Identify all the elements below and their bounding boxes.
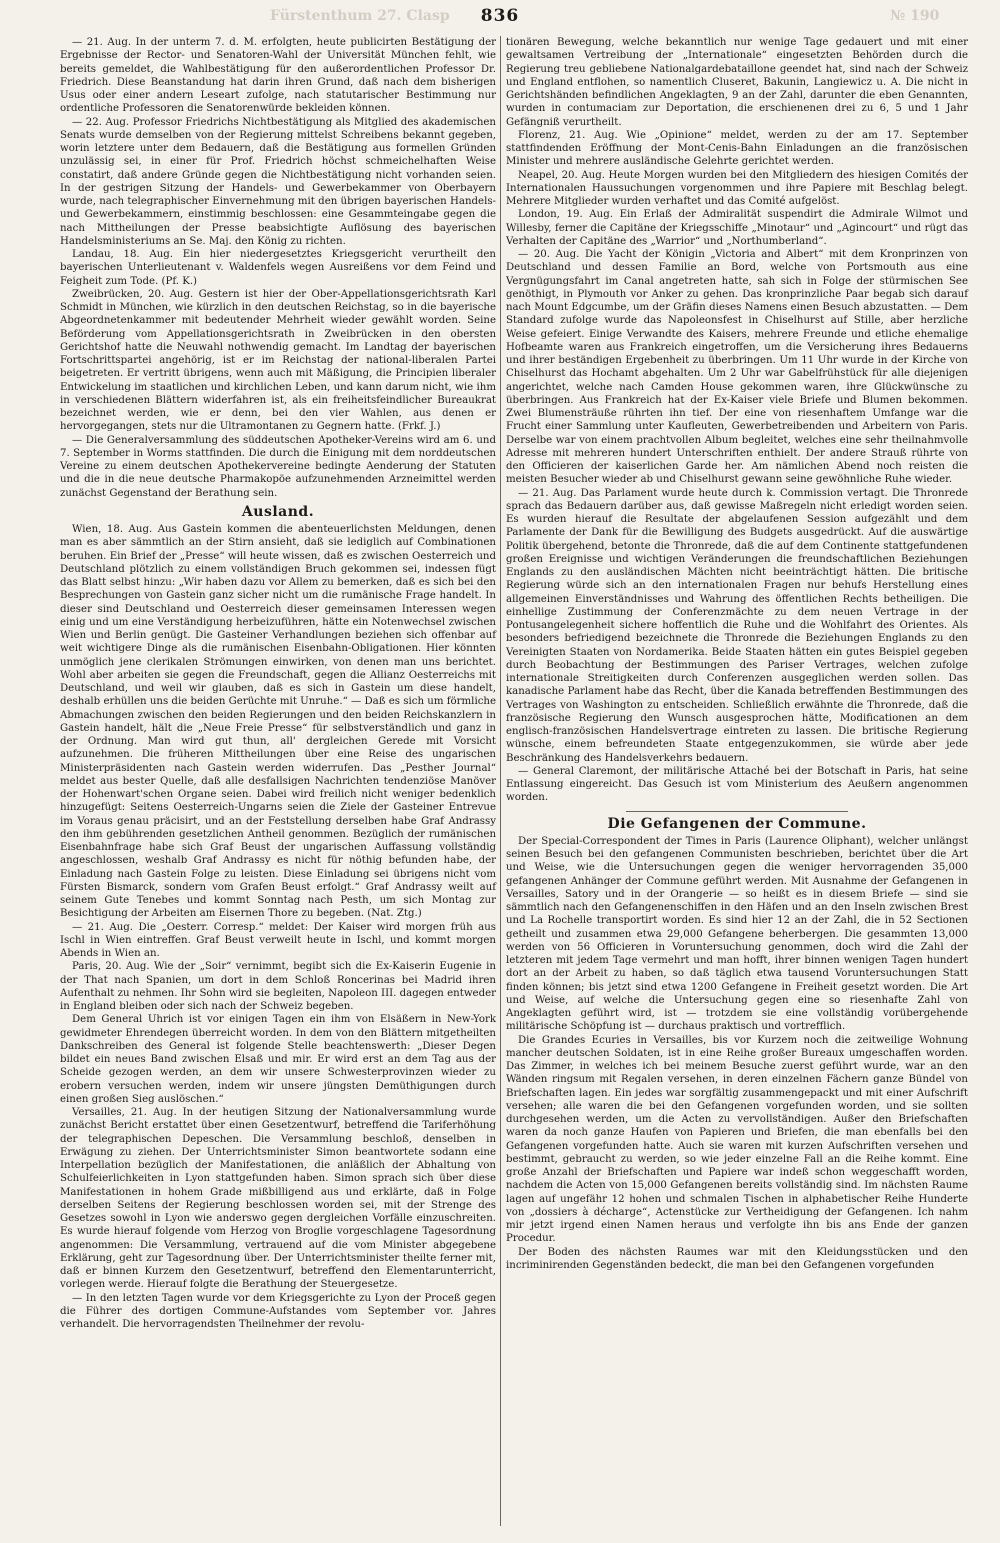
article-paragraph: Zweibrücken, 20. Aug. Gestern ist hier der Ober-Appellationsgerichtsrath Karl Schmidt in München, wie kürzlich in den deutschen Reichstag, so in die bayerische Abgeordnetenkammer mit bedeutender Mehrheit wieder gewählt worden. Seine Beförderung vom Appellationsgerichtsrath in Zweibrücken in den obersten Gerichtshof hatte die Neuwahl nothwendig gemacht. Im Landtag der bayerischen Fortschrittspartei angehörig, ist er im Reichstag der national-liberalen Partei beigetreten. Er vertritt übrigens, wenn auch mit Mäßigung, die Principien liberaler Entwickelung im staatlichen und kirchlichen Leben, und kann darum nicht, wie ihm in verschiedenen Blättern widerfahren ist, als ein freiheitsfeindlicher Bureaukrat bezeichnet werden, wie er denn, bei den vier Wahlen, aus denen er hervorgegangen, stets nur die Ultramontanen zu Gegnern hatte. (Frkf. J.) xyxy=(60,288,496,433)
right-column xyxy=(506,36,968,1272)
section-heading-ausland: Ausland. xyxy=(241,503,315,520)
article-paragraph: — 20. Aug. Die Yacht der Königin „Victoria and Albert“ mit dem Kronprinzen von Deutschland und dessen Familie an Bord, welche von Portsmouth aus eine Vergnügungsfahrt im Canal angetreten hatte, sah sich in Folge der stürmischen See genöthigt, in Plymouth vor Anker zu gehen. Das kronprinzliche Paar begab sich darauf nach Mount Edgcumbe, um der Gräfin dieses Namens einen Besuch abzustatten. — Dem Standard zufolge wurde das Napoleonsfest in Chiselhurst auf Stille, aber herzliche Weise gefeiert. Einige Verwandte des Kaisers, mehrere Freunde und etliche ehemalige Hofbeamte waren aus Frankreich eingetroffen, um die Versicherung ihres Bedauerns und ihrer beständigen Ergebenheit zu überbringen. Um 11 Uhr wurde in der Kirche von Chiselhurst das Hochamt abgehalten. Um 2 Uhr war Gabelfrühstück für alle diejenigen angerichtet, welche nach Camden House gekommen waren, ihre Glückwünsche zu überbringen. Aus Frankreich hat der Ex-Kaiser viele Briefe und Blumen bekommen. Zwei Blumensträuße rührten ihn tief. Der eine von riesenhaftem Umfange war die Frucht einer Sammlung unter Kaufleuten, Gewerbetreibenden und Arbeitern von Paris. Derselbe war von einem prachtvollen Album begleitet, welches eine sehr theilnahmvolle Adresse mit mehreren hundert Unterschriften enthielt. Der andere Strauß rührte von den Officieren der kaiserlichen Garde her. Am nämlichen Abend noch reisten die meisten Besucher wieder ab und Chiselhurst gewann seine gewöhnliche Ruhe wieder. xyxy=(506,249,968,486)
article-paragraph: — Die Generalversammlung des süddeutschen Apotheker-Vereins wird am 6. und 7. September in Worms stattfinden. Die durch die Einigung mit dem norddeutschen Vereine zu einem deutschen Apothekervereine bedingte Aenderung der Statuten und die in die neue deutsche Pharmakopöe aufzunehmenden Arzneimittel werden zunächst Gegenstand der Berathung sein. xyxy=(60,434,496,499)
article-paragraph: Die Grandes Ecuries in Versailles, bis vor Kurzem noch die zeitweilige Wohnung mancher deutschen Soldaten, ist in eine Reihe großer Bureaux umgeschaffen worden. Das Zimmer, in welches ich bei meinem Besuche zuerst geführt wurde, war an den Wänden ringsum mit Regalen versehen, in deren einzelnen Fächern ganze Bündel von Briefschaften lagen. Ein jedes war sorgfältig zusammengepackt und mit einer Aufschrift versehen; alle waren die bei den Gefangenen vorgefunden worden, und sie sollten durchgesehen werden, um die Acten zu vervollständigen. Außer den Briefschaften waren da noch ganze Haufen von Papieren und Briefen, die man ebenfalls bei den Gefangenen vorgefunden hatte. Auch sie waren mit kurzen Aufschriften versehen und bestimmt, gebraucht zu werden, so wie jeder einzelne Fall an die Reihe kommt. Eine große Anzahl der Briefschaften und Papiere war indeß schon weggeschafft worden, nachdem die Acten von 15,000 Gefangenen bereits vollständig sind. Im nächsten Raume lagen auf ungefähr 12 hohen und schmalen Tischen in alphabetischer Reihe Hunderte von „dossiers à décharge“, Actenstücke zur Vertheidigung der Gefangenen. Ich nahm mir jetzt irgend einen Namen heraus und verfolgte ihn bis ans Ende der ganzen Procedur. xyxy=(506,1034,968,1245)
page-number: 836 xyxy=(480,6,520,26)
article-paragraph: Landau, 18. Aug. Ein hier niedergesetztes Kriegsgericht verurtheilt den bayerischen Unterlieutenant v. Waldenfels wegen Ausreißens vor dem Feind und Feigheit zum Tode. (Pf. K.) xyxy=(60,249,496,287)
article-paragraph: Neapel, 20. Aug. Heute Morgen wurden bei den Mitgliedern des hiesigen Comités der Internationalen Haussuchungen vorgenommen und ihre Papiere mit Beschlag belegt. Mehrere Mitglieder wurden verhaftet und das Comité aufgelöst. xyxy=(506,169,968,207)
column-divider xyxy=(500,36,501,1526)
article-paragraph: — 21. Aug. Das Parlament wurde heute durch k. Commission vertagt. Die Thronrede sprach das Bedauern darüber aus, daß gewisse Maßregeln nicht erledigt worden seien. Es wurden hierauf die Resultate der abgelaufenen Session aufgezählt und dem Parlamente der Dank für die Bewilligung des Budgets ausgedrückt. Auf die auswärtige Politik übergehend, betonte die Thronrede, daß die auf dem Continente stattgefundenen großen Ereignisse und wichtigen Veränderungen die freundschaftlichen Beziehungen Englands zu den ausländischen Mächten nicht beeinträchtigt hätten. Die britische Regierung würde sich an den internationalen Fragen nur behufs Herstellung eines allgemeinen Einverständnisses und Wahrung des öffentlichen Rechts betheiligen. Die einhellige Zustimmung der Conferenzmächte zu dem neuen Vertrage in der Pontusangelegenheit sichere hoffentlich die Ruhe und die Wohlfahrt des Orientes. Als besonders befriedigend bezeichnete die Thronrede die Beziehungen Englands zu den Vereinigten Staaten von Nordamerika. Beide Staaten hätten ein gutes Beispiel gegeben durch Beobachtung der Bestimmungen des Pariser Vertrages, welchen zufolge internationale Streitigkeiten durch Conferenzen ausgeglichen werden sollen. Das kanadische Parlament habe das Recht, über die Kanada betreffenden Bestimmungen des Vertrages von Washington zu entscheiden. Schließlich erwähnte die Thronrede, daß die französische Regierung den Wunsch ausgesprochen hätte, Modificationen an dem englisch-französischen Handelsvertrage eintreten zu lassen. Die britische Regierung wünsche, einem befreundeten Staate entgegenzukommen, sie würde aber jede Beschränkung des Handelsverkehrs bedauern. xyxy=(506,487,968,764)
article-separator-rule xyxy=(626,811,848,812)
article-paragraph: Wien, 18. Aug. Aus Gastein kommen die abenteuerlichsten Meldungen, denen man es aber sämmtlich an der Stirn ansieht, daß sie lediglich auf Combinationen beruhen. Ein Brief der „Presse“ will heute wissen, daß es zwischen Oesterreich und Deutschland plötzlich zu einem vollständigen Bruch gekommen sei, indessen fügt das Blatt selbst hinzu: „Wir haben dazu vor Allem zu bemerken, daß es sich bei den Besprechungen von Gastein ganz sicher nicht um die rumänische Frage handelt. In dieser sind Deutschland und Oesterreich dieser gemeinsamen Interessen wegen einig und um eine Verständigung herbeizuführen, hätte ein Notenwechsel zwischen Wien und Berlin genügt. Die Gasteiner Verhandlungen beziehen sich offenbar auf weit wichtigere Dinge als die rumänischen Eisenbahn-Obligationen. Hier könnten unmöglich jene clerikalen Strömungen einwirken, von denen man uns berichtet. Wohl aber arbeiten sie gegen die Freundschaft, gegen die Allianz Oesterreichs mit Deutschland, und weil wir glauben, daß es sich in Gastein um diese handelt, deshalb erhüllen uns die beiden Gerüchte mit Unruhe.“ — Daß es sich um förmliche Abmachungen zwischen den beiden Regierungen und den beiden Reichskanzlern in Gastein handelt, hält die „Neue Freie Presse“ für selbstverständlich und ganz in der Ordnung. Man wird gut thun, all' dergleichen Gerede mit Vorsicht aufzunehmen. Die früheren Mittheilungen über eine Reise des ungarischen Ministerpräsidenten nach Gastein werden widerrufen. Das „Pesther Journal“ meldet aus bester Quelle, daß alle desfallsigen Nachrichten tendenziöse Manöver der Hohenwart'schen Organe seien. Dabei wird freilich nicht weniger bedenklich hinzugefügt: Seitens Oesterreich-Ungarns seien die Ziele der Gasteiner Entrevue im Voraus genau präcisirt, und an der Feststellung derselben habe Graf Andrassy den ihm gebührenden gesetzlichen Antheil genommen. Bezüglich der rumänischen Eisenbahnfrage habe sich Graf Beust der ungarischen Auffassung vollständig angeschlossen, weshalb Graf Andrassy es nicht für nöthig befunden habe, der Einladung nach Gastein Folge zu leisten. Diese Einladung sei übrigens nicht vom Fürsten Bismarck, sondern vom Grafen Beust erfolgt.“ Graf Andrassy weilt auf seinem Gute Tenebes und kommt Sonntag nach Pesth, um sich Montag zur Besichtigung der Arbeiten am Eisernen Thore zu begeben. (Nat. Ztg.) xyxy=(60,524,496,920)
article-paragraph: — 21. Aug. In der unterm 7. d. M. erfolgten, heute publicirten Bestätigung der Ergebnisse der Rector- und Senatoren-Wahl der Universität München fehlt, wie bereits gemeldet, die Wahlbestätigung für den außerordentlichen Professor Dr. Friedrich. Diese Beanstandung hat darin ihren Grund, daß nach dem bisherigen Usus oder einer andern Leseart zufolge, nach statutarischer Bestimmung nur ordentliche Professoren die Senatorenwürde bekleiden können. xyxy=(60,37,496,115)
article-paragraph: Der Boden des nächsten Raumes war mit den Kleidungsstücken und den incriminirenden Gegenständen bedeckt, die man bei den Gefangenen vorgefunden xyxy=(506,1246,968,1271)
bleed-through-text-left: Fürstenthum 27. Clasp xyxy=(270,8,450,24)
article-paragraph: Paris, 20. Aug. Wie der „Soir“ vernimmt, begibt sich die Ex-Kaiserin Eugenie in der That nach Spanien, um dort in dem Schloß Roncerinas bei Madrid ihren Aufenthalt zu nehmen. Ihr Sohn wird sie begleiten, Napoleon III. dagegen entweder in England bleiben oder sich nach der Schweiz begeben. xyxy=(60,961,496,1012)
article-paragraph: Dem General Uhrich ist vor einigen Tagen ein ihm von Elsäßern in New-York gewidmeter Ehrendegen überreicht worden. In dem von den Blättern mitgetheilten Dankschreiben des General ist folgende Stelle beachtenswerth: „Dieser Degen bildet ein neues Band zwischen Elsaß und mir. Er wird erst an dem Tag aus der Scheide gezogen werden, an dem wir unsere Schwesterprovinzen wieder zu erobern versuchen werden, indem wir unsere jüngsten Demüthigungen durch einen großen Sieg auslöschen.“ xyxy=(60,1014,496,1105)
bleed-through-text-right: № 190 xyxy=(890,8,940,24)
article-paragraph: — 21. Aug. Die „Oesterr. Corresp.“ meldet: Der Kaiser wird morgen früh aus Ischl in Wien eintreffen. Graf Beust verweilt heute in Ischl, und kommt morgen Abends in Wien an. xyxy=(60,921,496,959)
section-heading-commune: Die Gefangenen der Commune. xyxy=(607,815,867,832)
article-paragraph: — In den letzten Tagen wurde vor dem Kriegsgerichte zu Lyon der Proceß gegen die Führer des dortigen Commune-Aufstandes vom September vor. Jahres verhandelt. Die hervorragendsten Theilnehmer der revolu- xyxy=(60,1292,496,1330)
article-paragraph: London, 19. Aug. Ein Erlaß der Admiralität suspendirt die Admirale Wilmot und Willesby, ferner die Capitäne der Kriegsschiffe „Minotaur“ und „Agincourt“ und rügt das Verhalten der Capitäne des „Warrior“ und „Northumberland“. xyxy=(506,209,968,247)
article-paragraph: Der Special-Correspondent der Times in Paris (Laurence Oliphant), welcher unlängst seinen Besuch bei den gefangenen Communisten beschrieben, berichtet über die Art und Weise, wie die Untersuchungen gegen die weniger hervorragenden 35,000 gefangenen Anhänger der Commune geführt werden. Mit Ausnahme der Gefangenen in Versailles, Satory und in der Orangerie — so heißt es in diesem Briefe — sind sie sämmtlich nach den Gefangenenschiffen in den Häfen und an den Inseln zwischen Brest und La Rochelle transportirt worden. Es sind hier 12 an der Zahl, die in 52 Sectionen getheilt und zusammen etwa 29,000 Gefangene beherbergen. Die gesammten 13,000 werden von 56 Officieren in Voruntersuchung genommen, doch wird die Zahl der letzteren mit jedem Tage vermehrt und man hofft, ihrer binnen wenigen Tagen hundert dort an der Arbeit zu haben, so daß täglich etwa tausend Voruntersuchungen Statt finden können; bis jetzt sind etwa 1200 Gefangene in Freiheit gesetzt worden. Die Art und Weise, auf welche die Untersuchung gegen eine so riesenhafte Zahl von Angeklagten geführt wird, ist — trotzdem sie eine vollständig vorübergehende militärische Schöpfung ist — durchaus praktisch und vortrefflich. xyxy=(506,835,968,1033)
article-paragraph: tionären Bewegung, welche bekanntlich nur wenige Tage gedauert und mit einer gewaltsamen Vertreibung der „Internationale“ eingesetzten Behörden durch die Regierung treu gebliebene Nationalgardebataillone geendet hat, sind nach der Schweiz und England entflohen, so namentlich Cluseret, Bakunin, Langiewicz u. A. Die nicht in Gerichtshänden befindlichen Angeklagten, 9 an der Zahl, darunter die eben Genannten, wurden in contumaciam zur Deportation, die erschienenen drei zu 6, 5 und 1 Jahr Gefängniß verurtheilt. xyxy=(506,37,968,128)
article-paragraph: Versailles, 21. Aug. In der heutigen Sitzung der Nationalversammlung wurde zunächst Bericht erstattet über einen Gesetzentwurf, betreffend die Tariferhöhung der telegraphischen Depeschen. Die Versammlung beschloß, denselben in Erwägung zu ziehen. Der Unterrichtsminister Simon beantwortete sodann eine Interpellation bezüglich der Manifestationen, die anläßlich der Abhaltung von Schulfeierlichkeiten in Lyon stattgefunden haben. Simon sprach sich über diese Manifestationen in hohem Grade mißbilligend aus und erklärte, daß in Folge derselben Seitens der Regierung beschlossen worden sei, mit der Strenge des Gesetzes sowohl in Lyon wie anderswo gegen dergleichen Vorfälle einzuschreiten. Es wurde hierauf folgende vom Herzog von Broglie vorgeschlagene Tagesordnung angenommen: Die Versammlung, vertrauend auf die vom Minister abgegebene Erklärung, geht zur Tagesordnung über. Der Unterrichtsminister theilte ferner mit, daß er binnen Kurzem den Gesetzentwurf, betreffend den Elementarunterricht, vorlegen werde. Hierauf folgte die Berathung der Steuergesetze. xyxy=(60,1107,496,1291)
left-column xyxy=(60,36,496,1331)
article-paragraph: — 22. Aug. Professor Friedrichs Nichtbestätigung als Mitglied des akademischen Senats wurde demselben von der Regierung mittelst Schreibens bekannt gegeben, worin letztere unter dem Bedauern, daß die Bestätigung aus formellen Gründen unzulässig sei, in einer für Prof. Friedrich höchst schmeichelhaften Weise constatirt, daß andere Gründe gegen die Nichtbestätigung nicht vorhanden seien. In der gestrigen Sitzung der Handels- und Gewerbekammer von Oberbayern wurde, nach telegraphischer Einvernehmung mit den übrigen bayerischen Handels- und Gewerbekammern, einstimmig beschlossen: eine Gesammteingabe gegen die nach Mittheilungen der Presse beabsichtigte Auflösung des bayerischen Handelsministeriums an Se. Maj. den König zu richten. xyxy=(60,116,496,247)
article-paragraph: — General Claremont, der militärische Attaché bei der Botschaft in Paris, hat seine Entlassung eingereicht. Das Gesuch ist vom Ministerium des Aeußern angenommen worden. xyxy=(506,765,968,804)
article-paragraph: Florenz, 21. Aug. Wie „Opinione“ meldet, werden zu der am 17. September stattfindenden Eröffnung der Mont-Cenis-Bahn Einladungen an die französischen Minister und mehrere ausländische Gelehrte gerichtet werden. xyxy=(506,129,968,168)
